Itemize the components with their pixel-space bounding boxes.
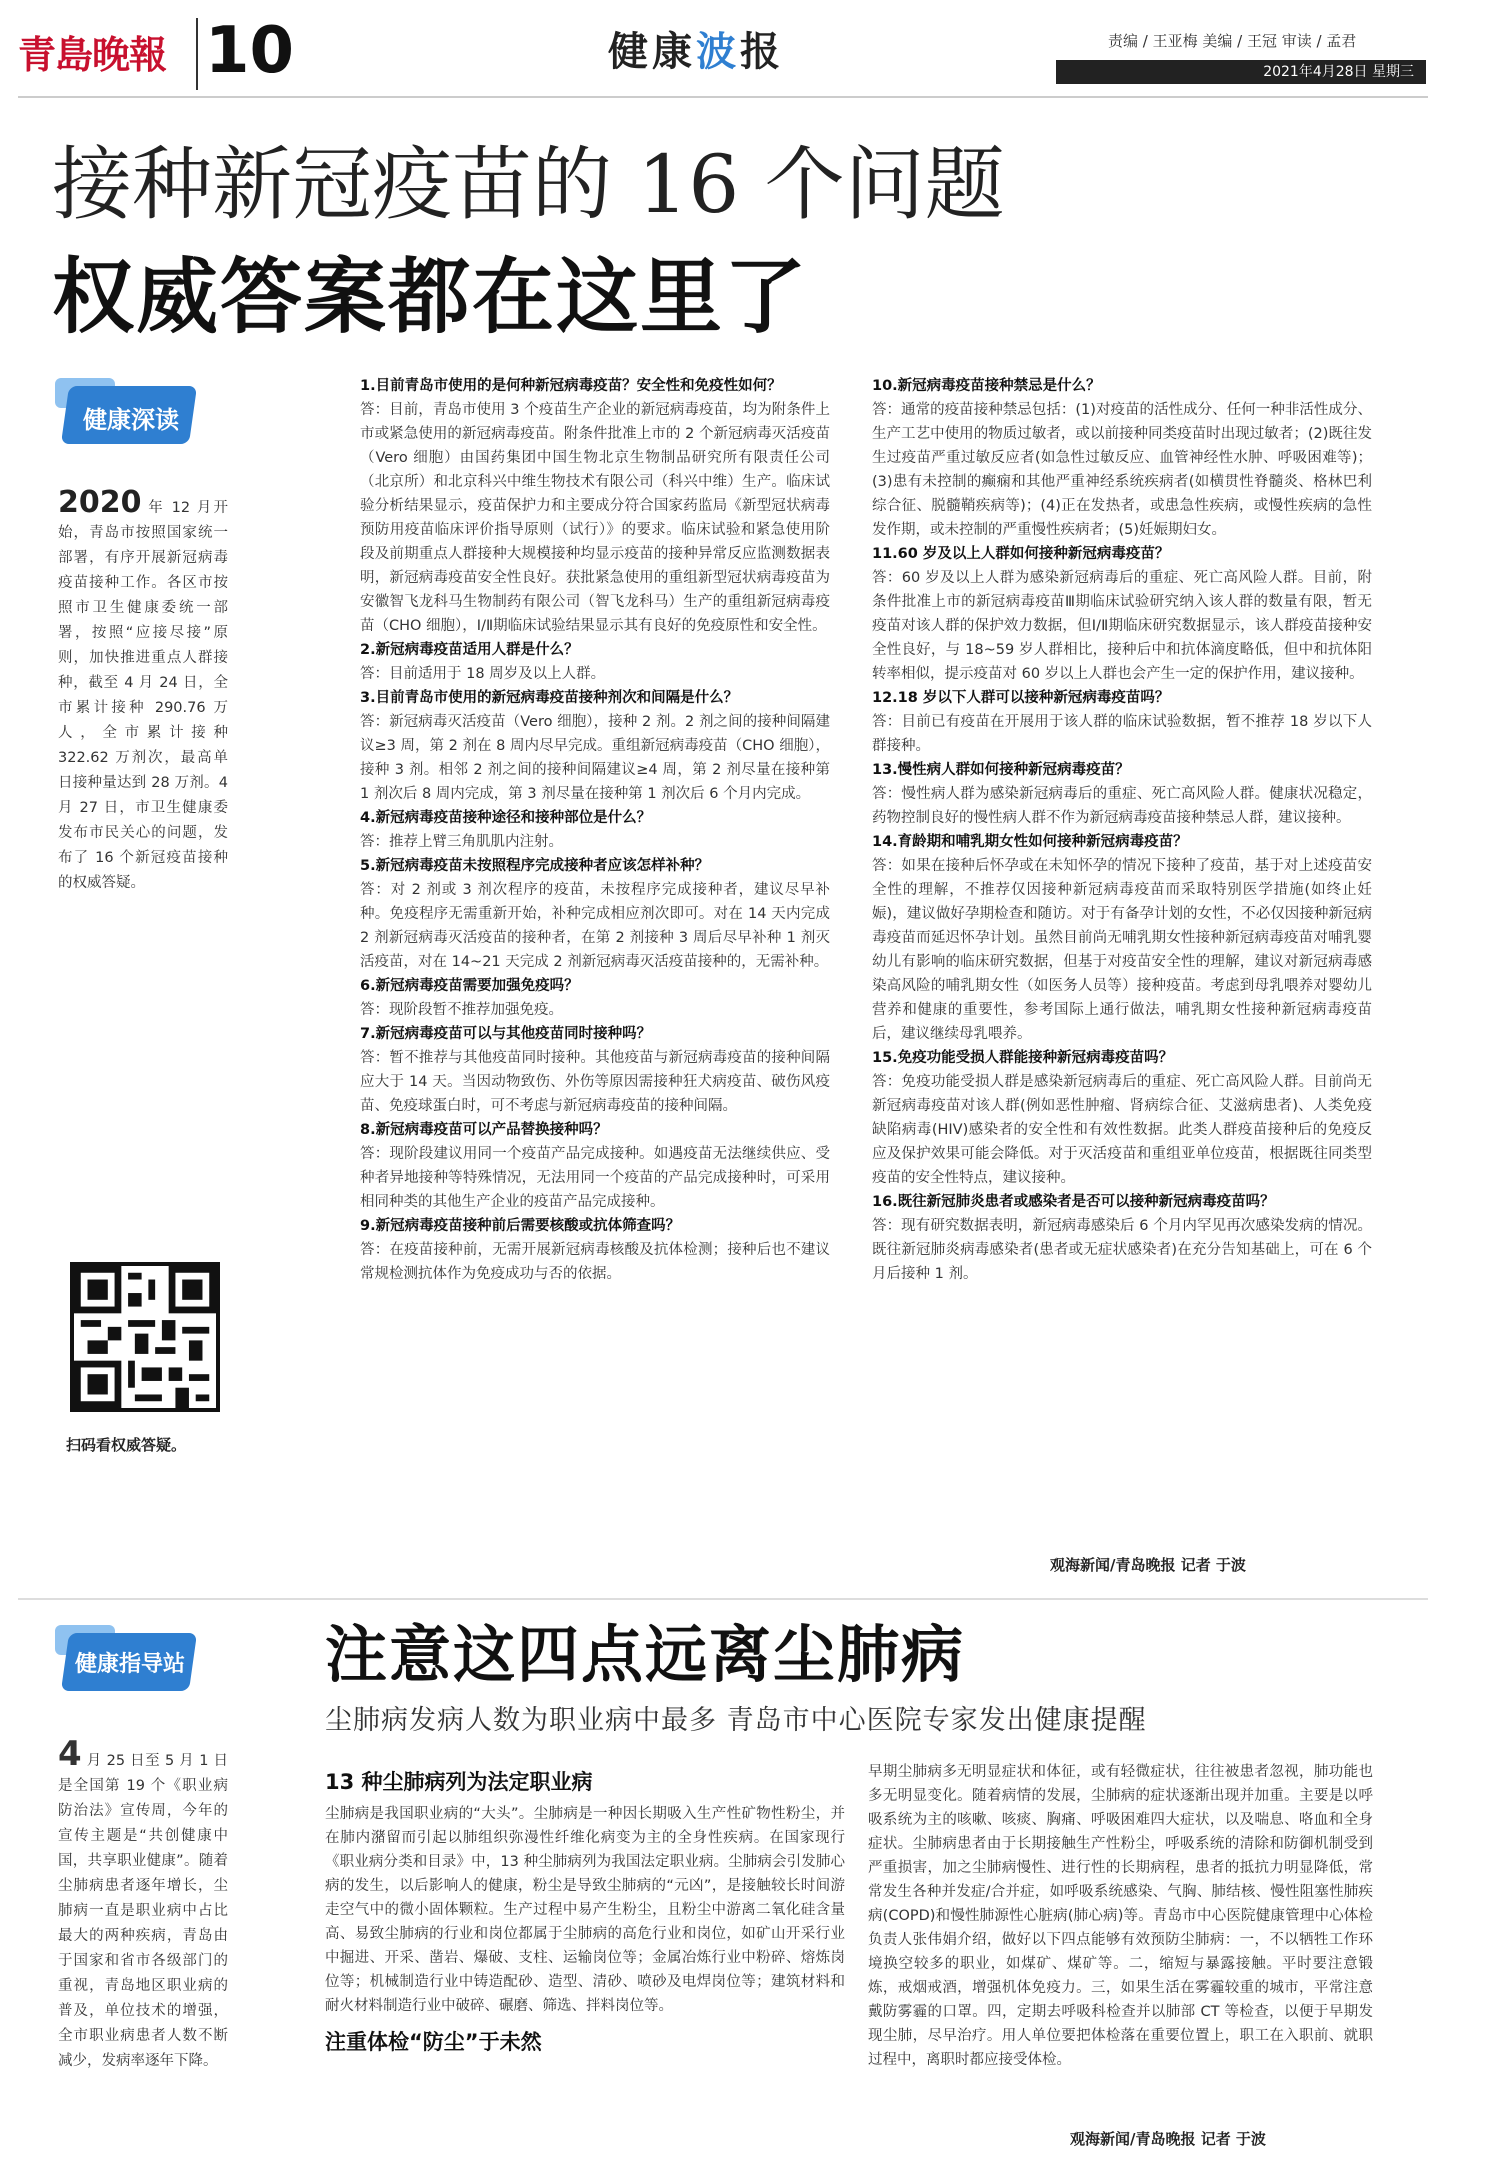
answer-text: 答：免疫功能受损人群是感染新冠病毒后的重症、死亡高风险人群。目前尚无新冠病毒疫苗对该人群(例如恶性肿瘤、肾病综合征、艾滋病患者)、人类免疫缺陷病毒(HIV)感染者的安全性和有效性数据。此类人群疫苗接种后的免疫反应及保护效果可能会降低。对于灭活疫苗和重组亚单位疫苗，根据既往同类型疫苗的安全性特点，建议接种。 — [872, 1074, 1372, 1186]
lede-initial: 4 — [58, 1734, 82, 1774]
story1-headline-line2: 权威答案都在这里了 — [52, 250, 809, 345]
question-heading: 9.新冠病毒疫苗接种前后需要核酸或抗体筛查吗？ — [360, 1218, 681, 1234]
answer-text: 答：现阶段暂不推荐加强免疫。 — [360, 1002, 563, 1018]
story1-headline-line1: 接种新冠疫苗的 16 个问题 — [52, 138, 1005, 231]
masthead-rule — [18, 96, 1428, 98]
qr-code[interactable] — [70, 1262, 220, 1412]
story2-column-tag — [55, 1625, 205, 1695]
story2-lede — [58, 1734, 229, 2074]
answer-text: 答：慢性病人群为感染新冠病毒后的重症、死亡高风险人群。健康状况稳定，药物控制良好的慢性病人群不作为新冠病毒疫苗接种禁忌人群，建议接种。 — [872, 786, 1372, 826]
qr-code-pattern — [74, 1266, 216, 1408]
answer-text: 答：暂不推荐与其他疫苗同时接种。其他疫苗与新冠病毒疫苗的接种间隔应大于 14 天。当因动物致伤、外伤等原因需接种狂犬病疫苗、破伤风疫苗、免疫球蛋白时，可不考虑与新冠病毒疫苗的接种间隔。 — [360, 1050, 830, 1114]
question-heading: 1.目前青岛市使用的是何种新冠病毒疫苗？安全性和免疫性如何？ — [360, 378, 782, 394]
page-number: 10 — [205, 14, 295, 88]
answer-text: 答：目前适用于 18 周岁及以上人群。 — [360, 666, 606, 682]
tag-label: 健康深读 — [83, 406, 179, 434]
question-heading: 11.60 岁及以上人群如何接种新冠病毒疫苗？ — [872, 546, 1170, 562]
story1-column-tag — [55, 378, 205, 448]
section-title-head: 健康 — [608, 29, 696, 75]
question-heading: 3.目前青岛市使用的新冠病毒疫苗接种剂次和间隔是什么？ — [360, 690, 739, 706]
issue-date: 2021年4月28日 星期三 — [1056, 60, 1426, 84]
question-heading: 13.慢性病人群如何接种新冠病毒疫苗？ — [872, 762, 1130, 778]
story2-paragraph-2: 早期尘肺病多无明显症状和体征，或有轻微症状，往往被患者忽视，肺功能也多无明显变化。随着病情的发展，尘肺病的症状逐渐出现并加重。主要是以呼吸系统为主的咳嗽、咳痰、胸痛、呼吸困难四大症状，以及喘息、咯血和全身症状。尘肺病患者由于长期接触生产性粉尘，呼吸系统的清除和防御机制受到严重损害，加之尘肺病慢性、进行性的长期病程，患者的抵抗力明显降低，常常发生各种并发症/合并症，如呼吸系统感染、气胸、肺结核、慢性阻塞性肺疾病(COPD)和慢性肺源性心脏病(肺心病)等。青岛市中心医院健康管理中心体检负责人张伟娟介绍，做好以下四点能够有效预防尘肺病：一，不以牺牲工作环境换空较多的职业，如煤矿、煤矿等。二，缩短与暴露接触。平时要注意锻炼，戒烟戒酒，增强机体免疫力。三，如果生活在雾霾较重的城市，平常注意戴防雾霾的口罩。四，定期去呼吸科检查并以肺部 CT 等检查，以便于早期发现尘肺，尽早治疗。用人单位要把体检落在重要位置上，职工在入职前、就职过程中，离职时都应接受体检。 — [868, 1764, 1373, 2068]
question-heading: 5.新冠病毒疫苗未按照程序完成接种者应该怎样补种？ — [360, 858, 710, 874]
story1-column-right — [872, 374, 1372, 1286]
qr-caption: 扫码看权威答疑。 — [66, 1436, 187, 1454]
answer-text: 答：目前，青岛市使用 3 个疫苗生产企业的新冠病毒疫苗，均为附条件上市或紧急使用的新冠病毒疫苗。附条件批准上市的 2 个新冠病毒灭活疫苗（Vero 细胞）由国药集团中国生物北京生物制品研究所有限责任公司（北京所）和北京科兴中维生物技术有限公司（科兴中维）生产。临床试验分析结果显示，疫苗保护力和主要成分符合国家药监局《新型冠状病毒预防用疫苗临床评价指导原则（试行）》的要求。临床试验和紧急使用阶段及前期重点人群接种大规模接种均显示疫苗的接种异常反应监测数据表明，新冠病毒疫苗安全性良好。获批紧急使用的重组新型冠状病毒疫苗为安徽智飞龙科马生物制药有限公司（智飞龙科马）生产的重组新冠病毒疫苗（CHO 细胞），Ⅰ/Ⅱ期临床试验结果显示其有良好的免疫原性和安全性。 — [360, 402, 830, 634]
section-title — [608, 20, 784, 77]
answer-text: 答：推荐上臂三角肌肌内注射。 — [360, 834, 563, 850]
answer-text: 答：在疫苗接种前，无需开展新冠病毒核酸及抗体检测；接种后也不建议常规检测抗体作为免疫成功与否的依据。 — [360, 1242, 830, 1282]
question-heading: 15.免疫功能受损人群能接种新冠病毒疫苗吗？ — [872, 1050, 1174, 1066]
story2-paragraph-1: 尘肺病是我国职业病的“大头”。尘肺病是一种因长期吸入生产性矿物性粉尘，并在肺内潴留而引起以肺组织弥漫性纤维化病变为主的全身性疾病。在国家现行《职业病分类和目录》中，13 种尘肺病列为我国法定职业病。尘肺病会引发肺心病的发生，以后影响人的健康，粉尘是导致尘肺病的“元凶”，是接触较长时间游走空气中的微小固体颗粒。生产过程中易产生粉尘，且粉尘中游离二氧化硅含量高、易致尘肺病的行业和岗位都属于尘肺病的高危行业和岗位，如矿山开采行业中掘进、开采、凿岩、爆破、支柱、运输岗位等；金属冶炼行业中粉碎、熔炼岗位等；机械制造行业中铸造配砂、造型、清砂、喷砂及电焊岗位等；建筑材料和耐火材料制造行业中破碎、碾磨、筛选、拌料岗位等。 — [325, 1806, 845, 2014]
section-title-highlight: 波 — [696, 29, 740, 75]
question-heading: 10.新冠病毒疫苗接种禁忌是什么？ — [872, 378, 1101, 394]
story2-column-right — [868, 1760, 1373, 2115]
lede-text: 月 25 日至 5 月 1 日是全国第 19 个《职业病防治法》宣传周，今年的宣传主题是“共创健康中国，共享职业健康”。随着尘肺病患者逐年增长，尘肺病一直是职业病中占比最大的两种疾病，青岛由于国家和省市各级部门的重视，青岛地区职业病的普及，单位技术的增强，全市职业病患者人数不断减少，发病率逐年下降。 — [58, 1753, 229, 2069]
question-heading: 7.新冠病毒疫苗可以与其他疫苗同时接种吗？ — [360, 1026, 652, 1042]
answer-text: 答：现有研究数据表明，新冠病毒感染后 6 个月内罕见再次感染发病的情况。既往新冠肺炎病毒感染者(患者或无症状感染者)在充分告知基础上，可在 6 个月后接种 1 剂。 — [872, 1218, 1372, 1282]
answer-text: 答：目前已有疫苗在开展用于该人群的临床试验数据，暂不推荐 18 岁以下人群接种。 — [872, 714, 1372, 754]
story2-subheading-2: 注重体检“防尘”于未然 — [325, 2030, 542, 2054]
question-heading: 2.新冠病毒疫苗适用人群是什么？ — [360, 642, 579, 658]
answer-text: 答：通常的疫苗接种禁忌包括：(1)对疫苗的活性成分、任何一种非活性成分、生产工艺中使用的物质过敏者，或以前接种同类疫苗时出现过敏者；(2)既往发生过疫苗严重过敏反应者(如急性过敏反应、血管神经性水肿、呼吸困难等)；(3)患有未控制的癫痫和其他严重神经系统疾病者(如横贯性脊髓炎、格林巴利综合征、脱髓鞘疾病等)；(4)正在发热者，或患急性疾病，或慢性疾病的急性发作期，或未控制的严重慢性疾病者；(5)妊娠期妇女。 — [872, 402, 1372, 538]
newspaper-logo: 青島晚報 — [18, 32, 167, 77]
story2-subheading-1: 13 种尘肺病列为法定职业病 — [325, 1770, 593, 1794]
lede-year: 2020 — [58, 485, 142, 520]
answer-text: 答：新冠病毒灭活疫苗（Vero 细胞），接种 2 剂。2 剂之间的接种间隔建议≥3 周，第 2 剂在 8 周内尽早完成。重组新冠病毒疫苗（CHO 细胞），接种 3 剂。相邻 2 剂之间的接种间隔建议≥4 周，第 2 剂尽量在接种第 1 剂次后 8 周内完成，第 3 剂尽量在接种第 1 剂次后 6 个月内完成。 — [360, 714, 830, 802]
question-heading: 16.既往新冠肺炎患者或感染者是否可以接种新冠病毒疫苗吗？ — [872, 1194, 1275, 1210]
section-title-tail: 报 — [740, 29, 784, 75]
story1-lede — [58, 485, 229, 896]
story1-byline: 观海新闻/青岛晚报 记者 于波 — [1050, 1556, 1246, 1574]
story2-column-left — [325, 1770, 845, 2060]
answer-text: 答：对 2 剂或 3 剂次程序的疫苗，未按程序完成接种者，建议尽早补种。免疫程序无需重新开始，补种完成相应剂次即可。对在 14 天内完成 2 剂新冠病毒灭活疫苗的接种者，在第 2 剂接种 3 周后尽早补种 1 剂灭活疫苗，对在 14~21 天完成 2 剂新冠病毒灭活疫苗接种的，无需补种。 — [360, 882, 830, 970]
answer-text: 答：60 岁及以上人群为感染新冠病毒后的重症、死亡高风险人群。目前，附条件批准上市的新冠病毒疫苗Ⅲ期临床试验研究纳入该人群的数量有限，暂无疫苗对该人群的保护效力数据，但Ⅰ/Ⅱ期临床研究数据显示，该人群疫苗接种安全性良好，与 18~59 岁人群相比，接种后中和抗体滴度略低，但中和抗体阳转率相似，提示疫苗对 60 岁以上人群也会产生一定的保护作用，建议接种。 — [872, 570, 1372, 682]
story2-headline: 注意这四点远离尘肺病 — [325, 1618, 966, 1691]
masthead-divider — [196, 18, 198, 90]
story2-subhead: 尘肺病发病人数为职业病中最多 青岛市中心医院专家发出健康提醒 — [325, 1705, 1147, 1736]
question-heading: 12.18 岁以下人群可以接种新冠病毒疫苗吗？ — [872, 690, 1170, 706]
answer-text: 答：现阶段建议用同一个疫苗产品完成接种。如遇疫苗无法继续供应、受种者异地接种等特殊情况，无法用同一个疫苗的产品完成接种时，可采用相同种类的其他生产企业的疫苗产品完成接种。 — [360, 1146, 830, 1210]
lede-text: 年 12 月开始，青岛市按照国家统一部署，有序开展新冠病毒疫苗接种工作。各区市按照市卫生健康委统一部署，按照“应接尽接”原则，加快推进重点人群接种，截至 4 月 24 日，全市累计接种 290.76 万人，全市累计接种 322.62 万剂次，最高单日接种量达到 28 万剂。4 月 27 日，市卫生健康委发布市民关心的问题，发布了 16 个新冠疫苗接种的权威答疑。 — [58, 500, 229, 891]
question-heading: 8.新冠病毒疫苗可以产品替换接种吗？ — [360, 1122, 608, 1138]
editor-credits: 责编 / 王亚梅 美编 / 王冠 审读 / 孟君 — [1108, 32, 1357, 50]
story-separator — [18, 1598, 1428, 1600]
tag-label: 健康指导站 — [75, 1652, 186, 1677]
question-heading: 6.新冠病毒疫苗需要加强免疫吗？ — [360, 978, 579, 994]
question-heading: 4.新冠病毒疫苗接种途径和接种部位是什么？ — [360, 810, 652, 826]
question-heading: 14.育龄期和哺乳期女性如何接种新冠病毒疫苗？ — [872, 834, 1188, 850]
story1-column-middle — [360, 374, 830, 1286]
answer-text: 答：如果在接种后怀孕或在未知怀孕的情况下接种了疫苗，基于对上述疫苗安全性的理解，不推荐仅因接种新冠病毒疫苗而采取特别医学措施(如终止妊娠)，建议做好孕期检查和随访。对于有备孕计划的女性，不必仅因接种新冠病毒疫苗而延迟怀孕计划。虽然目前尚无哺乳期女性接种新冠病毒疫苗对哺乳婴幼儿有影响的临床研究数据，但基于对疫苗安全性的理解，建议对新冠病毒感染高风险的哺乳期女性（如医务人员等）接种疫苗。考虑到母乳喂养对婴幼儿营养和健康的重要性，参考国际上通行做法，哺乳期女性接种新冠病毒疫苗后，建议继续母乳喂养。 — [872, 858, 1372, 1042]
story2-byline: 观海新闻/青岛晚报 记者 于波 — [1070, 2130, 1266, 2148]
